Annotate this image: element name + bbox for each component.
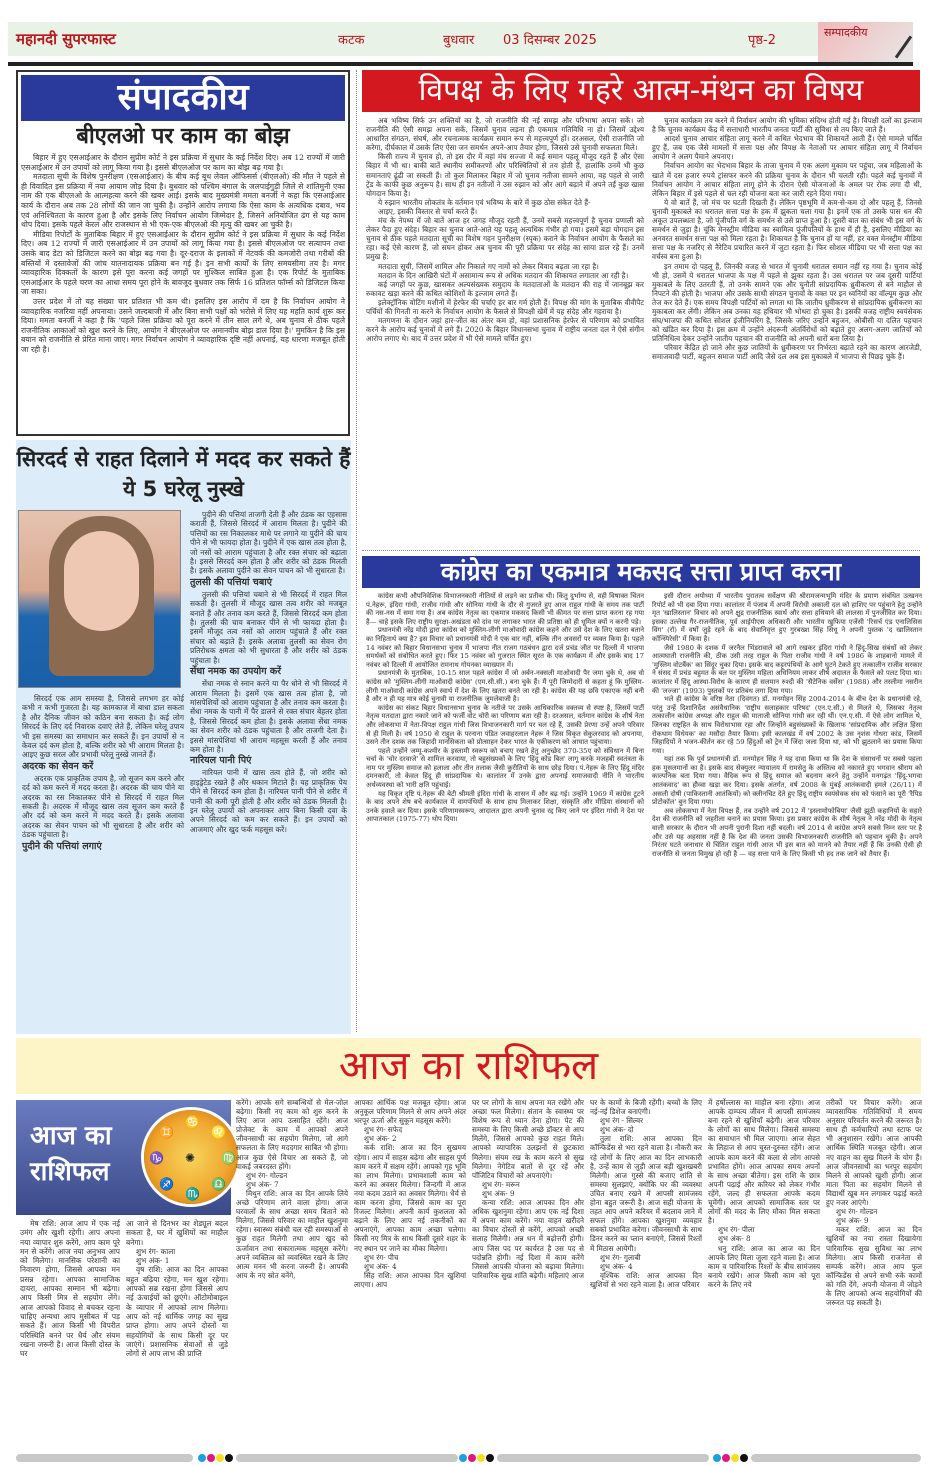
paragraph: तुलसी की पत्तियां चबाने से भी सिरदर्द में राहत मिल सकती है। तुलसी में मौजूद खास तत्व शरीर को मजबूत बनाते हैं और तनाव कम करते हैं, जिससे सिरदर्द कम होता है। तुलसी की चाय बनाकर पीने से भी फायदा होता है। इसमें मौजूद तत्व नसों को आराम पहुंचाते हैं और रक्त संचार को बढ़ाते हैं। इसके अलावा तुलसी का सेवन रोग प्रतिरोधक क्षमता को भी सुधारता है और शरीर को ठंडक पहुंचाता है। <box>190 589 347 665</box>
edition-day: बुधवार <box>443 33 475 48</box>
paragraph: किसी राज्य में चुनाव हो, तो इस दौर में वहां मंच सज्जा में कई समान पहलू मौजूद रहते हैं और ऐसा बिहार में भी था। बाकी बातें स्थानीय समीकरणों और परिस्थितियों से तय होती हैं, हालांकि उनमें भी कुछ समानताएं ढूंढी जा सकती हैं। तो कुल मिलाकर बिहार में जो चुनाव नतीजा सामने आया, वह पहले से जारी ट्रेंड के काफी कुछ अनुरूप है। साथ ही इन नतीजों ने उस रुझान को और आगे बढ़ाने में अपने तईं कुछ खास योगदान किया है। <box>366 152 644 198</box>
cmyk-dot-cyan <box>459 1454 467 1462</box>
editorial-paragraph: उत्तर प्रदेश में तो यह संख्या चार प्रतिशत भी कम थी। इसलिए इस आरोप में दम है कि निर्वाचन आयोग ने व्यावहारिक नजरिया नहीं अपनाया। उसने जल्दबाजी में और बिना सभी पक्षों को भरोसे में लिए यह महति कार्य शुरू कर दिया। ममता बनर्जी ने कहा है कि 'पहले जिस प्रक्रिया को पूरा करने में तीन साल लगे थे, अब चुनाव से ठीक पहले राजनीतिक आकाओं को खुश करने के लिए, आयोग ने बीएलओज पर अमानवीय बोझ डाल दिया है।' मुमकिन है कि इस बयान को राजनीति से प्रेरित माना जाए। मगर निर्वाचन आयोग ने व्यावहारिक दृष्टि नहीं अपनाई, यह धारणा मजबूत होती जा रही है। <box>21 296 345 354</box>
cmyk-dot-magenta <box>722 1454 730 1462</box>
paragraph: ये वो बातें हैं, जो मंच पर घटती दिखती हैं। लेकिन पृष्ठभूमि में कम-से-कम दो और पहलू हैं, जिनसे चुनावी मुकाबले का धरातल सत्ता पक्ष के हक में झुकता चला गया है। इनमें एक तो उसके पास धन की अकूत उपलब्धता है, जो पूंजीपति वर्ग के समर्थन से उसे प्राप्त हुआ है। दूसरी बात का संबंध भी इस वर्ग के समर्थन से जुड़ा है। चूंकि मेनस्ट्रीम मीडिया का स्वामित्व पूंजीपतियों के हाथ में ही है, इसलिए मीडिया का अनवरत समर्थन सत्ता पक्ष को मिला रहता है। शिकायत है कि चुनाव हों या नहीं, हर वक्त मेनस्ट्रीम मीडिया सत्ता पक्ष के नजरिए से नैरेटिव प्रचारित करने में जुटा रहता है। फिर सोशल मीडिया पर भी सत्ता पक्ष का वर्चस्व बना हुआ है। <box>652 197 922 262</box>
paragraph: मंच के नेपथ्य में जो बातें आज हर जगह मौजूद रहती हैं, उनमें सबसे महत्त्वपूर्ण है चुनाव प्रणाली को लेकर पैदा हुए संदेह। बिहार का चुनाव आते-आते यह पहलू अत्यधिक गंभीर हो गया। इसमें बड़ा योगदान इस चुनाव से ठीक पहले मतदाता सूची का विशेष गहन पुनरीक्षण (स्पृक) कराने के निर्वाचन आयोग के फैसले का रहा। कई ऐसे कारण हैं, जो सघन होकर अब चुनाव की पूरी प्रक्रिया पर संदेह का साया डाल रहे हैं। उनमें प्रमुख है: <box>366 216 644 262</box>
paragraph: यहां तक कि पूर्व प्रधानमंत्री डॉ. मनमोहन सिंह ने यह दावा किया था कि देश के संसाधनों पर सबसे पहला हक मुसलमानों का है। इसके बाद सेक्युलर न्यायालय में रामसेतु के अस्तित्व को नकारते हुए भगवान श्रीराम को काल्पनिक बता दिया गया। वैदिक रूप से हिंदू समाज को बदनाम करने हेतु उन्होंने मनगढ़ंत 'हिंदू-भगवा आतंकवाद' का हौव्वा खड़ा कर दिया। इसके अंतर्गत, वर्ष 2008 के मुंबई आतंकवादी हमले (26/11) में असली दोषी (पाकिस्तानी आतंकियों) को क्लीनचिट देते हुए हिंदू राष्ट्रीय स्वयंसेवक संघ को फंसाने का पूरी 'रैपिड प्रोटोकॉल' बुन दिया गया। <box>652 755 922 807</box>
horoscope-column <box>590 1098 702 1451</box>
lucky-info: शुभ अंक- दो <box>600 1125 634 1135</box>
paragraph: प्रधानमंत्री के मुताबिक, 10-15 साल पहले कांग्रेस में जो अर्बन-नक्सली माओवादी पैर जमा चुके थे, अब वो कांग्रेस को 'मुस्लिम-लीगी माओवादी कांग्रेस' (एम.सी.सी.) बना चुके हैं। मैं पूरी जिम्मेदारी से कहता हूं कि मुस्लिम-लीगी माओवादी कांग्रेस अपने स्वार्थ में देश के लिए खतरा बनते जा रही है। कांग्रेस की यह छवि एकाएक नहीं बनी है और न ही यह मात्र कोई चुनावी या राजनीतिक जुमलेबाजी है। <box>366 669 644 704</box>
horoscope-text: मेष राशि: आज आप में एक नई उमंग और खुशी रहेगी। आप अपना नया व्यापार शुरु करेंगे, आप काम पूरे मन से करेंगे। आज नया अनुभव आप को मिलेगा। मानसिक परेशानी का निवारण होगा, जिससे आपका मन प्रसन्न रहेगा। आपका सामाजिक दायरा, आपका सम्मान भी बढ़ेगा। आप किसी मित्र से सहयोग लेंगे। आज आपको विवाद से बचकर रहना चाहिए अन्यथा आप मुसीबत में पड़ सकते हैं। आज किसी भी विपरीत परिस्थिति बनने पर धैर्य और संयम रखना जरूरी है। आज किसी दोस्त के घर <box>20 1219 120 1359</box>
horoscope-image-line-2: राशिफल <box>30 1157 110 1187</box>
footer-bar-mid <box>236 1454 458 1462</box>
lucky-info: शुभ अंक- 4 <box>600 1261 633 1271</box>
lucky-info: शुभ रंग- मरून <box>482 1179 520 1189</box>
lucky-info: शुभ अंक- 4 <box>364 1261 397 1271</box>
lucky-info: शुभ अंक- 1 <box>136 1256 170 1266</box>
horoscope-column <box>236 1098 348 1451</box>
horoscope-column <box>708 1098 820 1451</box>
paragraph: मतदान के दिन आखिरी घंटों में असामान्य रूप से अधिक मतदान की शिकायत लगातार आ रही है। <box>378 270 629 280</box>
cmyk-dot-magenta <box>207 1454 215 1462</box>
article2-column-2 <box>652 592 922 1032</box>
health-article <box>16 440 351 1034</box>
cmyk-dot-yellow <box>216 1454 224 1462</box>
edition-date: 03 दिसम्बर 2025 <box>503 33 597 48</box>
lucky-info: शुभ रंग- गोल्डन <box>836 1207 878 1217</box>
editorial-paragraph: मीडिया रिपोर्टों के मुताबिक बिहार में हुए एसआईआर के दौरान सुप्रीम कोर्ट ने इस प्रक्रिया में सुधार के कई निर्देश दिए। अब 12 राज्यों में जारी एसआईआर में उन उपायों को लागू किया गया है। इससे बीएलओज पर सत्यापन तथा उसके बाद डेटा को डिजिटल करने का बोझ बढ़ गया है। दूर-दराज के इलाकों में नेटवर्क की कमजोरी तथा गरीबों की बस्तियों में दस्तावेजों की जांच यातनादायक प्रक्रिया बन गई है। इन सभी कार्यों के लिए समयसीमा तय है। मगर व्यावहारिक दिक्कतों के कारण इसे पूरा करना कई जगहों पर मुश्किल साबित हुआ है। एक रिपोर्ट के मुताबिक एसआईआर के पहले चरण का आधा समय पूरा होने के बावजूद बुधवार तक सिर्फ 16 प्रतिशत फॉर्म्स को डिजिटल किया जा सका। <box>21 229 345 297</box>
masthead-bar <box>8 22 911 56</box>
editorial-paragraph: बिहार में हुए एसआईआर के दौरान सुप्रीम कोर्ट ने इस प्रक्रिया में सुधार के कई निर्देश दिए। अब 12 राज्यों में जारी एसआईआर में उन उपायों को लागू किया गया है। इससे बीएलओज पर काम का बोझ बढ़ गया है। <box>21 153 345 172</box>
horoscope-text: मकर राशि: आज का दिन खुशियों का नया रास्ता दिखायेगा पारिवारिक सुख सुविधा का लाभ मिलेगा। आप किसी राजनेता से सम्पर्क करेंगे। आज आप फुल कॉन्फिडेंस से अपने सभी रुके कामों को गति देंगे, अपनी योजना में जोड़ने के लिए आपको अन्य सहयोगियों की जरूरत पड़ सकती है। <box>826 1225 922 1308</box>
horoscope-text: आपका आर्थिक पक्ष मजबूत रहेगा। आज अनुकूल परिणाम मिलने से आप अपने अंदर भरपूर ऊर्जा और सुकून महसूस करेंगे। <box>354 1098 466 1126</box>
header-rule <box>8 62 913 66</box>
horoscope-text: तरीकों पर विचार करेंगे। आज व्यावसायिक गतिविधियों में समय अनुसार परिवर्तन करने की जरूरत है। साथ ही कर्मचारियों तथा स्टाफ पर भी अनुशासन रखेंगे। आज आपकी आर्थिक स्थिति मजबूत रहेगी। आज नए वाहन का सुख मिलने के योग हैं। आज जीवनसाथी का भरपूर सहयोग मिलने से आपको खुशी होगी। आज माता पिता का सहयोग मिलने से विद्यार्थी खूब मन लगाकर पढ़ाई करते हुए नजर आएंगे। <box>826 1098 922 1208</box>
lucky-info: शुभ अंक- 8 <box>718 1234 751 1244</box>
subheading: पुदीने की पत्तियां लगाएं <box>22 840 102 852</box>
horoscope-column <box>20 1219 120 1451</box>
paragraph: इन तमाम दो पहलू हैं, जिनकी वजह से भारत में चुनावी धरातल समान नहीं रह गया है। चुनाव कोई भी हो, उसमें ये धरातल भाजपा के पक्ष में पहले से झुका रहता है। उस धरातल पर जब दूसरी पार्टियां मुकाबले के लिए उतरती हैं, तो उनके सामने एक और चुनौती सांप्रदायिक ध्रुवीकरण से बने माहौल से निपटने की होती है। भाजपा और उसके साथी संगठन चुनावों के वक्त पर इन ध्वनियों का वॉल्यूम कुछ और तेज कर देते हैं। एक समय विपक्षी पार्टियों को लगता था कि जातीय ध्रुवीकरण से सांप्रदायिक ध्रुवीकरण का मुकाबला कर लेंगी। लेकिन अब उनका यह हथियार भी भोथरा हो चुका है। इसकी वजह राष्ट्रीय स्वयंसेवक संघ/भाजपा की कथित सोशल इंजीनियरिंग है, जिसके जरिए उन्होंने बहुजन, ओबीसी या दलित पहचान को खंडित कर दिया है। इस क्रम में उन्होंने अंदरूनी अंतर्विरोधों को बढ़ाते हुए अलग-अलग जातियों को प्रतिनिधित्व देकर उन्होंने जातीय पहचान की राजनीति को अपनी धारों बना लिया है। <box>652 261 922 344</box>
editorial-paragraph: मतदाता सूची के विशेष पुनरीक्षण (एसआईआर) के बीच कई बूथ लेवल ऑफिसर्स (बीएलओ) की मौत ने पहले से ही विवादित इस प्रक्रिया में नया आयाम जोड़ दिया है। बुधवार को पश्चिम बंगाल के जलपाईगुड़ी जिले से शांतिमुनी एका नाम की एक बीएलओ के आत्महत्या करने की खबर आई। इसके बाद मुख्यमंत्री ममता बनर्जी ने कहा कि एसआईआर कार्य के दौरान अब तक 28 लोगों की जान जा चुकी है। उन्होंने आरोप लगाया कि ऐसा काम के अत्यधिक दबाव, भय एवं अनिश्चितता के कारण हुआ है और इसके लिए निर्वाचन आयोग जिम्मेदार है, जिसने अनियोजित ढंग से यह काम थोप दिया। इसके पहले केरल और राजस्थान से भी एक-एक बीएलओ की मृत्यु की खबर आ चुकी है। <box>21 172 345 230</box>
horoscope-text: आ जाने से दिनभर का शेड्यूल बदल सकता है, घर में खुशियों का माहौल बनेगा। <box>126 1219 228 1247</box>
horoscope-text: में हर्षोल्लास का माहौल बना रहेगा। आज आपके दाम्पत्य जीवन में आपसी सामंजस्य बना रहने से खुशियाँ बढ़ेगी। आज परिवार के लोगों का साथ मिलेगा। जिससे समस्या का समाधान भी मिल जाएगा। आज सेहत के लिहाज से आप चुस्त-दुरुस्त रहेंगे। आज आपके काम करने की कला से लोग आपसे प्रभावित होंगे। आज आपका समय अपनों के साथ अच्छा बीतेगा। इस राशि के छात्र अपनी पढ़ाई और करियर को लेकर गंभीर रहेंगे, जल्द ही सफलता आपके कदम चूमेंगी। आज आपको सामाजिक स्तर पर लोगों की मदद के लिए मौका मिल सकता है। <box>708 1098 820 1226</box>
paragraph: चुनाव कार्यक्रम तय करने में निर्वाचन आयोग की भूमिका संदिग्ध होती गई है। विपक्षी दलों का इल्जाम है कि चुनाव कार्यक्रम केंद्र में सत्ताधारी भारतीय जनता पार्टी की सुविधा से तय किए जाते हैं। <box>652 116 922 135</box>
paragraph: जैसे 1980 के दशक में जरनैल भिंडरावाले को आगे रखकर इंदिरा गांधी ने हिंदू-सिख संबंधों को लेकर आत्मघाती राजनीति की, ठीक उसी तरह राहुल के पिता राजीव गांधी ने वर्ष 1986 के शाहबानो मामले में 'मुस्लिम वोटबैंक' का सिंदूर चुका दिया। इसके बाद कट्टरपंथियों के आगे घुटने टेकते हुए तत्कालीन राजीव सरकार ने संसद में प्रचंड बहुमत के बल पर मुस्लिम महिला अधिनियम लाकर शीर्ष अदालत के फैसले को पलट दिया था। कालांतर में हिंदू आस्था-विरोध के कारण ही सलमान रुश्दी की 'सैटेनिक वर्सेस' (1988) और तस्लीमा नसरीन की 'लज्जा' (1993) पुस्तकों पर प्रतिबंध लगा दिया गया। <box>652 643 922 695</box>
lucky-info: शुभ अंक- 2 <box>364 1134 397 1144</box>
subheading: अदरक का सेवन करें <box>22 760 94 772</box>
cmyk-dot-black <box>225 1454 233 1462</box>
health-left-column <box>22 694 184 854</box>
pen-icon <box>895 35 912 58</box>
horoscope-column <box>826 1098 922 1451</box>
subheading: तुलसी की पत्तियां चबाएं <box>190 576 272 588</box>
editorial-logo <box>818 22 913 62</box>
horoscope-text: सिंह राशि: आज आपका दिन खुशियां लाएगा। आप <box>354 1270 466 1289</box>
paragraph: पहले उन्होंने जम्मू-कश्मीर के इस्लामी स्वरूप को बचाए रखने हेतु अनुच्छेद 370-35ए को संविधान में बिना चर्चा के 'चोर दरवाजे' से शामिल करवाया, तो बहुसंख्यकों के लिए 'हिंदू कोड बिल' लागू करके मजहबी स्वतंत्रता के नाम पर मुस्लिम समाज को हलाला और तीन तलाक जैसी कुरीतियों के साथ छोड़ दिया। पं.नेहरू के लिए हिंदू मंदिर दमनकारी, तो केवल हिंदू ही सांप्रदायिक थे। कालांतर में उनके द्वारा अपनाई समाजवादी नीति ने भारतीय अर्थव्यवस्था को भारी क्षति पहुंचाई। <box>366 746 644 790</box>
horoscope-image <box>16 1100 236 1215</box>
cmyk-dot-yellow <box>731 1454 739 1462</box>
paragraph: अब लोकसभा में नेता विपक्ष हैं, तब उन्होंने वर्ष 2012 में 'इस्लामोफोबिया' जैसी झूठी कहानियों के सहारे देश की राजनीति को जहरीला बनाने का प्रयास किया। इस प्रकार कांग्रेस के शीर्ष नेतृत्व ने नरेंद्र मोदी के नेतृत्व वाली सरकार के दौरान भी अपनी पुरानी दिशा नहीं बदली। वर्ष 2014 से कांग्रेस अपने सबसे निम्न स्तर पर है और उसे यह अहसास नहीं है कि देश की जनता उसकी विभाजनकारी राजनीति को पहचान चुकी है। अपने निरंतर घटते जनाधार से चिंतित राहुल गांधी आज भी इस बात को मानने को तैयार नहीं हैं कि उनकी ऐसी ही राजनीति से जनता विमुख हो रही है — वह सत्ता पाने के लिए किसी भी हद तक जाने को तैयार हैं। <box>652 806 922 858</box>
section-divider <box>362 550 920 551</box>
cmyk-dot-cyan <box>713 1454 721 1462</box>
lucky-info: शुभ रंग- काला <box>136 1246 176 1256</box>
editorial-headline: बीएलओ पर काम का बोझ <box>76 124 290 149</box>
cmyk-dot-magenta <box>468 1454 476 1462</box>
lucky-info: शुभ रंग - सिल्वर <box>600 1116 644 1126</box>
column-divider <box>356 70 358 1032</box>
cmyk-dot-black <box>486 1454 494 1462</box>
paragraph: इसी दौरान अयोध्या में भारतीय पुरातत्व सर्वेक्षण की श्रीरामजन्मभूमि मंदिर के प्रमाण संबंधित उत्खनन रिपोर्ट को भी दबा दिया गया। कालांतर में पंजाब में अपनी विरोधी अकाली दल को हाशिए पर पहुंचाने हेतु उन्होंने मृत 'खालिस्तान' विचार को अपने क्षुद्र राजनीतिक स्वार्थ और सत्ता हथियाने की लालसा में पुनर्जीवित कर दिया। इसका उल्लेख गैर-राजनीतिक, पूर्व आईपीएस अधिकारी और भारतीय खुफिया एजेंसी 'रिसर्च एंड एनालिसिस विंग' (रॉ) में वर्षों जुड़े रहने के बाद सेवानिवृत्त हुए गुरबख्श सिंह सिधू ने अपनी पुस्तक 'द खालिस्तान कॉन्स्पिरेसी' में किया है। <box>652 592 922 643</box>
footer-bar-right <box>497 1454 709 1462</box>
newspaper-name: महानदी सुपरफास्ट <box>16 30 116 48</box>
page-number: पृष्ठ-2 <box>748 33 777 48</box>
lucky-info: शुभ अंक- 9 <box>836 1216 869 1226</box>
paragraph: कई जगहों पर कुछ, खासकर अल्पसंख्यक समुदाय के मतदाताओं के मतदान की राह में जानबूझ कर रुकावट खड़ा करने की कथित कोशिशों के इल्जाम लगते हैं। <box>366 279 644 298</box>
paragraph: सिरदर्द एक आम समस्या है, जिससे लगभग हर कोई कभी न कभी गुजरता है। यह कामकाज में बाधा डाल सकता है और दैनिक जीवन को कठिन बना सकता है। कई लोग सिरदर्द के लिए दर्द निवारक दवाएं लेते हैं, लेकिन घरेलू उपाय भी इस समस्या का समाधान कर सकते हैं। इन उपायों से न केवल दर्द कम होता है, बल्कि शरीर को भी आराम मिलता है। आइए कुछ सरल और प्रभावी घरेलू नुस्खे जानते हैं। <box>22 694 184 760</box>
paragraph: कांग्रेस कभी औपनिवेशिक विभाजनकारी नीतियों से लड़ने का प्रतीक थी। किंतु दुर्भाग्य से, वही विषाक्त चिंतन पं.नेहरू, इंदिरा गांधी, राजीव गांधी और सोनिया गांधी के दौर से गुजरते हुए आज राहुल गांधी के समय तक पार्टी की नस-नस में समा गया है। अब कांग्रेस नेतृत्व का एकमात्र मकसद किसी भी कीमत पर सत्ता प्राप्त करना रह गया है— चाहे इसके लिए राष्ट्रीय सुरक्षा-अखंडता को दांव पर लगाकर भारत की प्रतिष्ठा को ही धूमिल क्यों न करनी पड़े। <box>366 592 644 626</box>
health-right-column <box>190 510 347 834</box>
paragraph: कांग्रेस का संकट बिहार विधानसभा चुनाव के नतीजे पर उसके आधिकारिक वक्तव्य से स्पष्ट है, जिसमें पार्टी नेतृत्व मतदाता द्वारा नकारे जाने को फर्जी वोट चोरी का परिणाम बता रही है। दरअसल, वर्तमान कांग्रेस के शीर्ष नेता और लोकसभा में नेता-विपक्ष राहुल गांधी जिस विभाजनकारी मार्ग पर चल रहे हैं, उसकी प्रेरणा उन्हें अपने परिवार से ही मिली है। वर्ष 1950 से राहुल के परनाना पंडित जवाहरलाल नेहरू ने जिस विकृत सेकुलरवाद को अपनाया, उसने तीन दशक तक जिहादी मानसिकता को प्रोत्साहन देकर भारत के एकीकरण को आघात पहुंचाया। <box>366 703 644 747</box>
horoscope-text: कन्या राशि: आज आपका दिन और अधिक खुशनुमा रहेगा। आप एक नई दिशा में अपना काम करेंगे। नया वाहन खरीदने का विचार दोस्तों से करेंगे, आपको अच्छी सलाह मिलेगी। अन्न धन में बढ़ोत्तरी होगी। आप जिस पद पर कार्यरत है उस पद से पदोन्नति होगी। नई दिशा में काम करेंगे जिससे आपकी योजना को बढ़ावा मिलेगा। पारिवारिक सुख शांति बढ़ेगी। महिलाएं आज <box>472 1198 584 1280</box>
headache-woman-photo <box>18 510 181 688</box>
lucky-info: शुभ रंग- पीला <box>718 1225 755 1235</box>
horoscope-text: कर्क राशि: आज का दिन सुखमय रहेगा। आप में साहस बढ़ेगा और साहस पूर्ण काम करने में सक्षम रहेंगे। आपको गृह भूमि का लाभ मिलेगा। प्रभावशाली काम को करने का अवसर मिलेगा। जिन्दगी में आज नया कदम उठाने का अवसर मिलेगा। धैर्य से काम करना होगा, जिससे काम का पूरा रिजल्ट मिलेगा। अपनी कार्य कुशलता को बढ़ाने के लिए आप नई तकनीकों का अपनाएंगे, आपका काम अच्छा चलेगा। किसी नए मित्र के साथ किसी दूसरे शहर के नए स्थान पर जाने का मौका मिलेगा। <box>354 1143 466 1253</box>
editorial-banner: संपादकीय <box>21 75 345 121</box>
article2-headline: कांग्रेस का एकमात्र मकसद सत्ता प्राप्त करना <box>362 556 920 588</box>
horoscope-column <box>472 1098 584 1451</box>
paragraph: आदर्श चुनाव आचार संहिता लागू करने में कथित भेदभाव की शिकायतें आती हैं। ऐसे मामले चर्चित हुए हैं, जब एक जैसे मामलों में सत्ता पक्ष और विपक्ष के नेताओं पर आचार संहिता लागू में निर्वाचन आयोग ने अलग पैमाने अपनाए। <box>652 134 922 162</box>
paragraph: पुदीने की पत्तियां ताजगी देती हैं और ठंडक का एहसास कराती हैं, जिससे सिरदर्द में आराम मिलता है। पुदीने की पत्तियों का रस निकालकर माथे पर लगाने या पुदीने की चाय पीने से भी फायदा होता है। पुदीने में एक खास तत्व होता है, जो नसों को आराम पहुंचाता है और रक्त संचार को बढ़ाता है। इससे सिरदर्द कम होता है और शरीर को ठंडक मिलती है। इसके अलावा पुदीने का सेवन पाचन को भी सुधारता है। <box>190 510 347 576</box>
horoscope-text: तुला राशि: आज आपका दिन कॉन्फिडेंस से भरा रहने वाला है। नौकरी कर रहे लोगों के लिए आज का दिन लाभकारी है, उन्हें काम से जुड़ी आज बड़ी खुशखबरी मिलेगी। आज गुस्से की बजाए शांति से समस्या सुलझाएं, क्योंकि घर की व्यवस्था उचित बनाए रखने में आपसी सामंजस्य होना बहुत जरूरी है। आज सही योजना के तहत आप अपने करियर में बदलाव लाने में सफल होंगे। आपका खुशनुमा व्यवहार सबको प्रभावित करेगा। जीवनसाथी के साथ डिनर करने का प्लान बनाएंगे, जिससे रिश्तों में मिठास आयेगी। <box>590 1134 702 1253</box>
cmyk-dot-cyan <box>198 1454 206 1462</box>
editorial-logo-text: सम्पादकीय <box>824 26 868 39</box>
subheading: नारियल पानी पिएं <box>190 755 252 767</box>
article1-headline: विपक्ष के लिए गहरे आत्म-मंथन का विषय <box>362 70 920 112</box>
paragraph: ये रुझान भारतीय लोकतंत्र के वर्तमान एवं भविष्य के बारे में कुछ ठोस संकेत देते हैं- <box>378 197 591 207</box>
paragraph: निर्वाचन आयोग का भेदभाव बिहार के ताजा चुनाव में एक अलग मुकाम पर पहुंचा, जब महिलाओं के खाते में दस हजार रुपये ट्रांसफर करने की प्रक्रिया चुनाव के दौरान भी चलती रही। पहले कई चुनावों में निर्वाचन आयोग ने आचार संहिता लागू होने के दौरान ऐसी योजनाओं के अमल पर रोक लगा दी थी, लेकिन बिहार में इसे पहले से चल रही योजना बता कर जारी रहने दिया गया। <box>652 161 922 198</box>
paragraph: सेंधा नमक से स्नान करने या पैर धोने से भी सिरदर्द में आराम मिलता है। इसमें एक खास तत्व होता है, जो मांसपेशियों को आराम पहुंचाता है और तनाव कम करता है। सेंधा नमक के पानी में पैर डालने से रक्त संचार बेहतर होता है, जिससे सिरदर्द कम होता है। इसके अलावा सेंधा नमक का सेवन शरीर को ठंडक पहुंचाता है और ताजगी देता है। इससे मांसपेशियां भी आराम महसूस करती हैं और तनाव कम होता है। <box>190 679 347 754</box>
zodiac-wheel-icon: ♋ ♌ ♍ ♎ ♏ ♐ ♑ ♊ ✺ <box>144 1110 238 1204</box>
horoscope-text: वृष राशि: आज का दिन आपका बहुत बढ़िया रहेगा, मन खुश रहेगा। आपको सब्र रखना होगा जिससे आप नई ऊंचाईयों को छूएंगे। ऑटोमोबाइल के व्यापार में आपको लाभ मिलेगा। आप को नई धार्मिक जगह का सुख प्राप्त होगा। आप अपने दोस्तों या सहयोगियों के साथ किसी दूर पर जाएंगे। प्रशासनिक सेवाओं से जुड़े लोगों से आप लाभ की प्राप्ति <box>126 1265 228 1359</box>
paragraph: प्रधानमंत्री नरेंद्र मोदी द्वारा कांग्रेस को मुस्लिम-लीगी माओवादी कांग्रेस कहने और उसे देश के लिए खतरा बताने का निहितार्थ क्या है? इस विचार को प्रधानमंत्री मोदी ने एक बार नहीं, बल्कि तीन अवसरों पर व्यक्त किया है। पहले 14 नवंबर को बिहार विधानसभा चुनाव में भाजपा नीत राजग गठबंधन द्वारा दर्ज प्रचंड जीत पर दिल्ली में भाजपा समर्थकों को संबोधित करते हुए। फिर 15 नवंबर को गुजरात स्थित सूरत के एक कार्यक्रम में और इसके बाद 17 नवंबर को दिल्ली में आयोजित रामनाथ गोयनका व्याख्यान में। <box>366 626 644 669</box>
horoscope-text: घर पर लोगों के साथ अपना मत रखेंगे और अच्छा फल मिलेगा। संतान के स्वास्थ्य पर विशेष रूप से ध्यान देना होगा। पेट की समस्या के लिए किसी अच्छे डॉक्टर से आप मिलेंगे, जिससे आपको कुछ राहत मिले। आपको व्यापारिक उलझनों से छुटकारा मिलेगा। संयम रख के काम करने से सुख मिलेगा। नेगेटिव बातों से दूर रहें और पॉजिटिव विचारों को अपनाएंगे। <box>472 1098 584 1180</box>
lucky-info: शुभ रंग- गुलाबी <box>600 1252 641 1262</box>
paragraph: यह विकृत दृष्टि पं.नेहरू की बेटी श्रीमती इंदिरा गांधी के शासन में और बढ़ गई। उन्होंने 1969 में कांग्रेस टूटने के बाद अपने शेष बचे कार्यकाल में वामपंथियों के साथ हाथ मिलाकर शिक्षा, संस्कृति और मीडिया संस्थानों को उनके हवाले कर दिया। इसके परिणामस्वरूप, आदालत द्वारा अपनी चुनाव रद्द किए जाने पर इंदिरा गांधी ने देश पर आपातकाल (1975-77) थोप दिया। <box>366 789 644 824</box>
paragraph: आइए, इसकी विस्तार से चर्चा करते हैं। <box>378 206 478 216</box>
paragraph: अब भविष्य सिर्फ उन शक्तियों का है, जो राजनीति की नई समझ और परिभाषा अपना सकें। जो राजनीति की ऐसी समझ अपना सकें, जिसमें चुनाव लड़ना ही एकमात्र गतिविधि ना हो। जिसमें उद्देश्य आधारित संगठन, संघर्ष, और रचनात्मक कार्यक्रम समान रूप से महत्त्वपूर्ण हों। दरअसल, ऐसी राजनीति जो करेगा, दीर्घकाल में उसके लिए ऐसा जन समर्थन अपने-आप तैयार होगा, जिससे उसे चुनावी सफलता मिले। <box>366 116 644 153</box>
article1-column-2 <box>652 116 922 546</box>
cmyk-dot-yellow <box>477 1454 485 1462</box>
lucky-info: शुभ रंग- सफेद <box>364 1125 403 1135</box>
horoscope-image-line-1: आज का <box>30 1121 112 1151</box>
horoscope-text: घर के कामों के बिजी रहेंगी। बच्चों के लिए नई-नई डिशेज बनाएंगी। <box>590 1098 702 1117</box>
footer-bar-end <box>751 1454 921 1462</box>
horoscope-text: मिथुन राशि: आज का दिन आपके लिये अच्छे परिणाम लाने वाला होगा। आज घरवालों के साथ अच्छा समय बिताने को मिलेगा, जिससे परिवार का माहौल खुशनुमा रहेगा। स्वास्थ्य संबंधी चल रही समस्याओं से कुछ राहत मिलेगी तथा आप खुद को ऊर्जावान तथा सकारात्मक महसूस करेंगे। अपने व्यक्तित्व को व्यवस्थित रखने के लिए आत्म मनन भी करना जरूरी है। आपकी आय के नए स्रोत बनेंगे, <box>236 1188 348 1280</box>
subheading: सेंधा नमक का उपयोग करें <box>190 666 282 678</box>
paragraph: अदरक एक प्राकृतिक उपाय है, जो सूजन कम करने और दर्द को कम करने में मदद करता है। अदरक की चाय पीने या अदरक का रस निकालकर पीने से सिरदर्द में राहत मिल सकती है। अदरक में मौजूद खास तत्व सूजन कम करते हैं और दर्द को कम करने में मदद करते हैं। इसके अलावा अदरक का सेवन पाचन को भी सुधारता है और शरीर को ठंडक पहुंचाता है। <box>22 773 184 840</box>
health-headline: सिरदर्द से राहत दिलाने में मदद कर सकते हैं ये 5 घरेलू नुस्खे <box>16 447 351 501</box>
lucky-info: शुभ रंग- गोल्डन <box>246 1170 288 1180</box>
footer-bar-left <box>16 1454 193 1462</box>
editorial-box <box>16 70 350 436</box>
horoscope-banner <box>16 1038 921 1094</box>
paragraph: मतगणना के दौरान जहां हार-जीत का अंतर कम हो, वहां प्रशासनिक हेरफेर से परिणाम को प्रभावित करने के आरोप कई चुनावों में लगे हैं। 2020 के बिहार विधानसभा चुनाव में राष्ट्रीय जनता दल ने ऐसे संगीन आरोप लगाए थे। बाद में उत्तर प्रदेश में भी ऐसे मामले चर्चित हुए। <box>366 316 644 344</box>
edition-city: कटक <box>338 33 365 48</box>
article1-column-1 <box>366 116 644 546</box>
horoscope-text: करेंगे। आपके सगे सम्बन्धियों से मेल-जोल बढ़ेगा। किसी नए काम को शुरु करने के लिए आज आप उत्साहित रहेंगे। आज प्रोजेक्ट के काम में आपको अपने जीवनसाथी का सहयोग मिलेगा, जो आगे सफलता के लिए मददगार साबित भी होगा। आज कुछ ऐसे विचार आ सकते हैं, जो वाकई जबरदस्त होंगे। <box>236 1098 348 1171</box>
editorial-body <box>21 153 345 354</box>
horoscope-column <box>126 1219 228 1451</box>
lucky-info: शुभ रंग- पीच <box>364 1252 399 1262</box>
horoscope-column <box>354 1098 466 1451</box>
paragraph: इलेक्ट्रॉनिक वोटिंग मशीनों में हेरफेर की चर्चाएं हर बार गर्म होती हैं। विपक्ष की मांग के मुताबिक वीवीपैट पर्चियों की गिनती ना करने के निर्वाचन आयोग के फैसले से विपक्षी खेमें में यह संदेह और गहराया है। <box>366 297 644 316</box>
paragraph: परिवार केंद्रित हो जाने और कुछ जातियों के ध्रुवीकरण पर निर्भरता बढ़ाते रहने का कारण आरजेडी, समाजवादी पार्टी, बहुजन समाज पार्टी आदि जैसे दल अब इस मुकाबले में भाजपा से पिछड़ चुके हैं। <box>652 343 922 362</box>
paragraph: भले ही कांग्रेस के वरिष्ठ नेता (दिवंगत) डॉ. मनमोहन सिंह 2004-2014 के बीच देश के प्रधानमंत्री रहे, परंतु उन्हें दिशानिर्देश असंवैधानिक 'राष्ट्रीय सलाहकार परिषद' (एन.ए.सी.) से मिलते थे, जिसका नेतृत्व तत्कालीन कांग्रेस अध्यक्ष और राहुल की माताजी सोनिया गांधी कर रही थीं। एन.ए.सी. में ऐसे लोग शामिल थे, जिनका राष्ट्रहित के साथ विरोधाभास रहा और जिन्होंने बहुसंख्यकों के खिलाफ 'सांप्रदायिक और लक्षित हिंसा रोकथाम विधेयक' का मसौदा तैयार किया। इसी कालखंड में वर्ष 2002 के उस नृशंस गोधरा कांड, जिसमें जिहादियों ने भजन-कीर्तन कर रहे 59 हिंदुओं को ट्रेन में जिंदा जला दिया था, को भी झुठलाने का प्रयास किया गया। <box>652 695 922 755</box>
horoscope-text: धनु राशि: आज का आज का दिन आपके लिए मिला जुला रहने वाला है। आज काम व पारिवारिक रिश्तों के बीच सामंजस्य बनाये रखेंगे। आज किसी काम को पूरा करने के लिए नये <box>708 1243 820 1289</box>
paragraph: मतदाता सूची, जिसमें शामिल और निकाले गए नामों को लेकर विवाद बढ़ता जा रहा है। <box>378 261 599 271</box>
paragraph: नारियल पानी में खास तत्व होते हैं, जो शरीर को हाइड्रेटेड रखते हैं और थकान मिटाते हैं। यह प्राकृतिक पेय पीने से सिरदर्द कम होता है। नारियल पानी पीने से शरीर में पानी की कमी पूरी होती है और शरीर को ठंडक मिलती है। इन घरेलू उपायों को अपनाकर आप बिना किसी दवा के अपने सिरदर्द को कम कर सकते हैं। इन उपायों को आजमाएं और खुद फर्क महसूस करें। <box>190 768 347 834</box>
lucky-info: शुभ अंक- 9 <box>482 1188 515 1198</box>
article2-column-1 <box>366 592 644 1032</box>
horoscope-title: आज का राशिफल <box>338 1043 599 1089</box>
lucky-info: शुभ अंक- 7 <box>246 1179 279 1189</box>
horoscope-text: वृश्चिक राशि: आज आपका दिन खुशियों से भरा रहने वाला है। आज परिवार <box>590 1270 702 1289</box>
cmyk-dot-black <box>740 1454 748 1462</box>
